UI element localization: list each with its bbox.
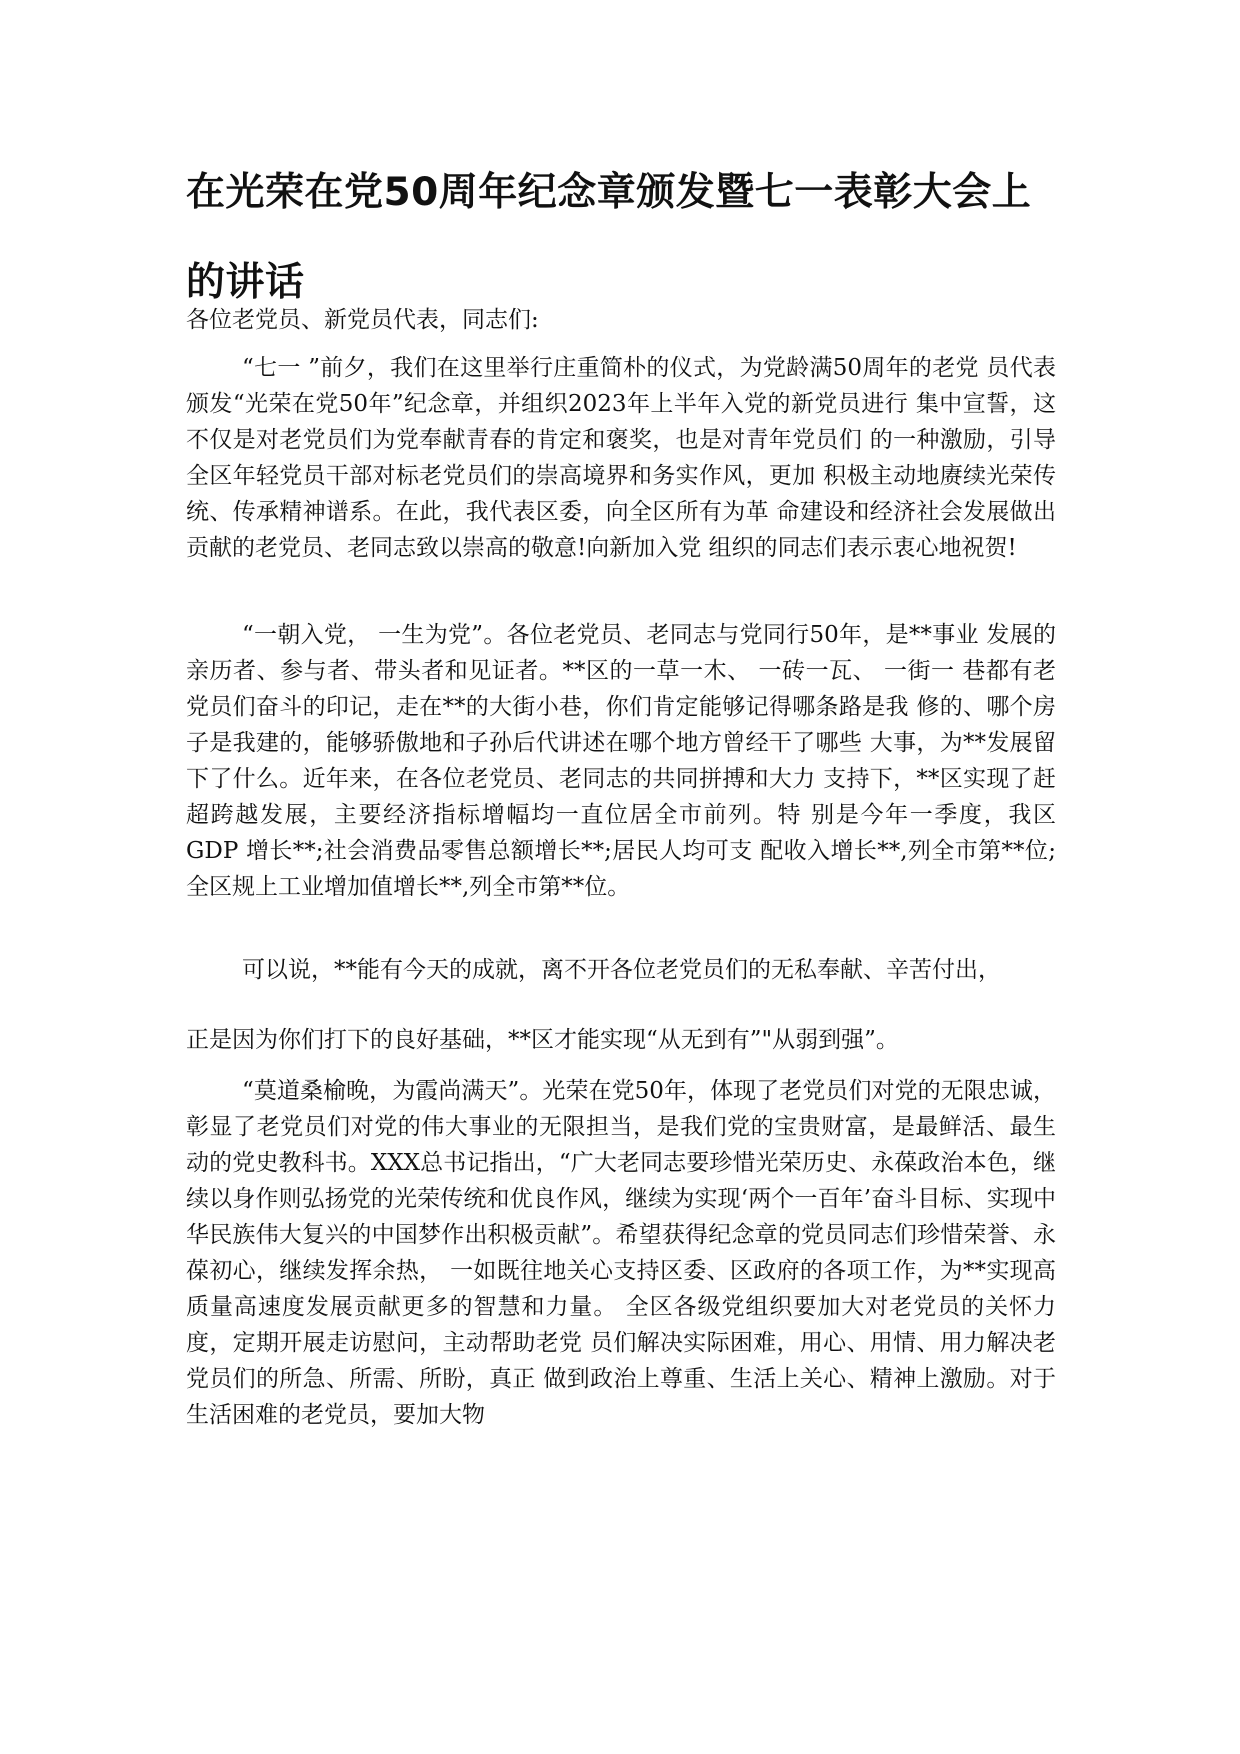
salutation: 各位老党员、新党员代表，同志们: xyxy=(186,307,539,333)
paragraph-3-second-line: 正是因为你们打下的良好基础，**区才能实现“从无到有”"从弱到强”。 xyxy=(186,1027,899,1053)
paragraph-1: “七一 ”前夕，我们在这里举行庄重简朴的仪式，为党龄满50周年的老党 员代表颁发“光荣在党50年”纪念章，并组织2023年上半年入党的新党员进行 集中宣誓，这不仅是对老党员们为党奉献青春的肯定和褒奖，也是对青年党员们 的一种激励，引导全区年轻党员干部对标老党员们的崇高境界和务实作风，更加 积极主动地赓续光荣传统、传承精神谱系。在此，我代表区委，向全区所有为革 命建设和经济社会发展做出贡献的老党员、老同志致以崇高的敬意!向新加入党 组织的同志们表示衷心地祝贺! xyxy=(186,355,1056,561)
paragraph-3-first-line: 可以说，**能有今天的成就，离不开各位老党员们的无私奉献、辛苦付出， xyxy=(242,957,1001,983)
paragraph-4: “莫道桑榆晚，为霞尚满天”。光荣在党50年，体现了老党员们对党的无限忠诚，彰显了老党员们对党的伟大事业的无限担当，是我们党的宝贵财富，是最鲜活、最生动的党史教科书。XXX总书记指出，“广大老同志要珍惜光荣历史、永葆政治本色，继续以身作则弘扬党的光荣传统和优良作风，继续为实现‘两个一百年’奋斗目标、实现中华民族伟大复兴的中国梦作出积极贡献”。希望获得纪念章的党员同志们珍惜荣誉、永葆初心，继续发挥余热， 一如既往地关心支持区委、区政府的各项工作，为**实现高质量高速度发展贡献更多的智慧和力量。 全区各级党组织要加大对老党员的关怀力度，定期开展走访慰问，主动帮助老党 员们解决实际困难，用心、用情、用力解决老党员们的所急、所需、所盼，真正 做到政治上尊重、生活上关心、精神上激励。对于生活困难的老党员，要加大物 xyxy=(186,1078,1056,1428)
document-title: 在光荣在党50周年纪念章颁发暨七一表彰大会上的讲话 xyxy=(186,170,1032,305)
paragraph-2: “一朝入党， 一生为党”。各位老党员、老同志与党同行50年，是**事业 发展的亲历者、参与者、带头者和见证者。**区的一草一木、 一砖一瓦、 一街一 巷都有老党员们奋斗的印记，走在**的大街小巷，你们肯定能够记得哪条路是我 修的、哪个房子是我建的，能够骄傲地和子孙后代讲述在哪个地方曾经干了哪些 大事，为**发展留下了什么。近年来，在各位老党员、老同志的共同拼搏和大力 支持下，**区实现了赶超跨越发展，主要经济指标增幅均一直位居全市前列。特 别是今年一季度，我区 GDP 增长**;社会消费品零售总额增长**;居民人均可支 配收入增长**,列全市第**位; 全区规上工业增加值增长**,列全市第**位。 xyxy=(186,622,1056,900)
